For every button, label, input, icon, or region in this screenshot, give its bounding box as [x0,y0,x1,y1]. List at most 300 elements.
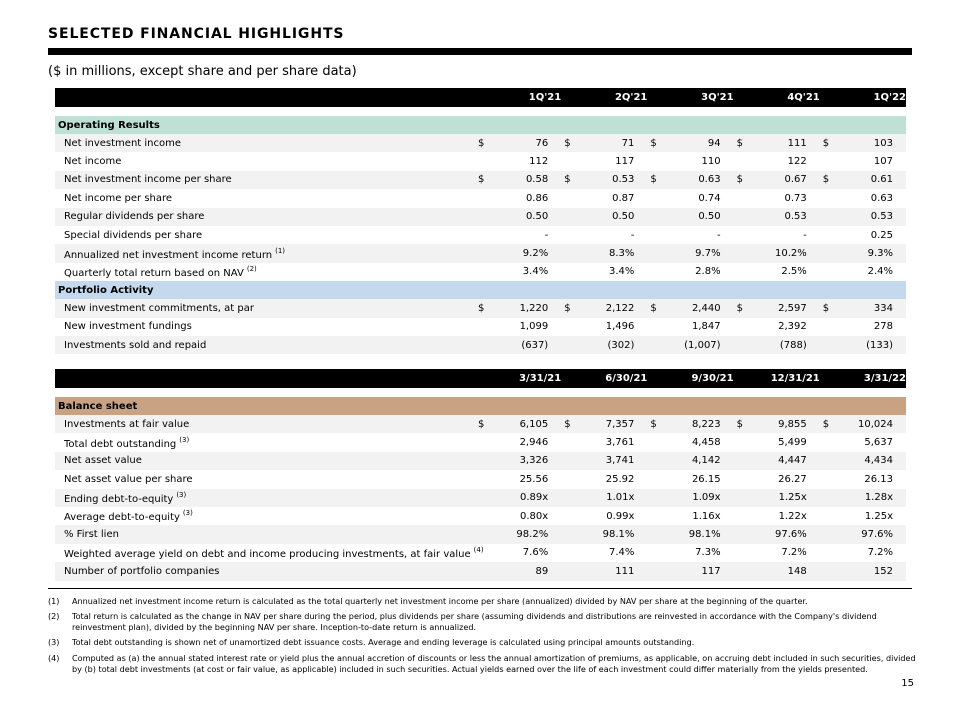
row-label-text: Investments at fair value [64,418,190,430]
column-header: 3Q'21 [663,88,733,107]
currency-cell [820,263,836,281]
page-number: 15 [901,678,914,689]
value-cell: 25.92 [605,473,635,485]
value-cell: 1.28x [836,489,906,507]
row-label [55,189,475,207]
value-cell: 2.4% [867,266,893,278]
value-cell: 1,847 [691,321,721,333]
currency-cell [475,507,491,525]
value-cell: 97.6% [836,525,906,543]
currency-cell [820,562,836,580]
currency-cell [561,452,577,470]
value-cell: 4,142 [663,452,733,470]
currency-cell [475,226,491,244]
header-spacer-cell [734,88,750,107]
row-label-text: New investment commitments, at par [64,302,254,314]
table-row [55,208,906,226]
currency-cell [734,244,750,262]
currency-cell [647,452,663,470]
value-cell: 9.7% [663,244,733,262]
currency-cell [647,336,663,354]
currency-cell [647,152,663,170]
currency-cell [475,208,491,226]
currency-cell [475,336,491,354]
footnote-marker: (4) [473,545,484,554]
value-cell: 0.89x [491,489,561,507]
value-cell: 5,499 [778,437,807,449]
value-cell: 112 [529,156,549,168]
footnote-divider [48,588,912,589]
footnote-marker: (1) [275,246,286,255]
value-cell: (302) [577,336,647,354]
value-cell: 117 [663,562,733,580]
currency-cell [820,189,836,207]
currency-cell [475,562,491,580]
header-label-cell [55,369,475,388]
column-header: 2Q'21 [577,88,647,107]
row-label [55,299,475,317]
column-header: 3/31/21 [491,369,561,388]
currency-cell [647,562,663,580]
value-cell: 0.67 [750,171,820,189]
row-label-text: Net income [64,156,122,168]
value-cell: 76 [491,134,561,152]
currency-cell [475,470,491,488]
value-cell: 0.74 [698,192,721,204]
value-cell: 10,024 [836,415,906,433]
currency-cell [734,452,750,470]
row-label [55,415,475,433]
value-cell: 1.16x [692,510,721,522]
column-header-row [55,369,906,388]
value-cell: 0.61 [836,171,906,189]
currency-cell [647,544,663,562]
value-cell: 1,496 [605,321,635,333]
currency-cell [734,318,750,336]
currency-cell [561,189,577,207]
value-cell: 5,637 [864,437,893,449]
header-spacer-cell [734,369,750,388]
value-cell: 25.56 [519,473,549,485]
value-cell: 6,105 [491,415,561,433]
currency-cell [475,452,491,470]
table-row [55,562,906,580]
value-cell: 0.80x [520,510,549,522]
value-cell: 1.01x [577,489,647,507]
currency-cell [734,544,750,562]
currency-cell: $ [647,415,663,433]
column-header-row [55,88,906,107]
footnote-marker: (3) [176,490,187,499]
row-label [55,244,475,262]
value-cell: 9,855 [750,415,820,433]
value-cell: 1.22x [778,510,807,522]
value-cell: 9.3% [836,244,906,262]
row-label [55,171,475,189]
row-label-text: New investment fundings [64,321,192,333]
footnote-1: (1) Annualized net investment income return is calculated as the total quarterly net investment income per share (annualized) divided by NAV per share at the beginning of the quarter. [48,596,808,606]
footnote-3: (3) Total debt outstanding is shown net of unamortized debt issuance costs. Average and ending leverage is calculated using principal amounts outstanding. [48,637,695,647]
currency-cell [647,226,663,244]
currency-cell [734,507,750,525]
table-row [55,171,906,189]
currency-cell: $ [561,415,577,433]
header-spacer-cell [820,369,836,388]
currency-cell [734,226,750,244]
table-row [55,244,906,262]
currency-cell: $ [734,415,750,433]
value-cell: (133) [836,336,906,354]
value-cell: 107 [873,156,893,168]
value-cell: 2.8% [695,266,721,278]
value-cell: 7.4% [608,547,635,559]
value-cell: 9.2% [491,244,561,262]
currency-cell [475,433,491,451]
value-cell: 4,458 [691,437,721,449]
currency-cell [820,452,836,470]
row-label [55,452,475,470]
value-cell: 111 [750,134,820,152]
header-spacer-cell [561,369,577,388]
value-cell: 110 [701,156,721,168]
value-cell: 0.63 [870,192,893,204]
currency-cell [734,470,750,488]
section-header-row [55,397,906,415]
value-cell: 3,326 [491,452,561,470]
value-cell: 0.99x [606,510,635,522]
value-cell: 7.2% [867,547,893,559]
table-row [55,507,906,525]
currency-cell [820,544,836,562]
balance-sheet-table [55,369,906,581]
row-label-text: Annualized net investment income return [64,249,273,261]
column-header: 1Q'21 [491,88,561,107]
value-cell: 2.5% [781,266,807,278]
currency-cell [647,507,663,525]
currency-cell [647,489,663,507]
value-cell: (788) [750,336,820,354]
table-row [55,226,906,244]
currency-cell [561,562,577,580]
currency-cell [475,525,491,543]
currency-cell: $ [647,171,663,189]
currency-cell: $ [561,134,577,152]
row-label-text: Net income per share [64,192,173,204]
currency-cell [561,525,577,543]
row-label-text: Investments sold and repaid [64,339,207,351]
currency-cell [820,336,836,354]
header-spacer-cell [647,88,663,107]
footnote-marker: (2) [246,264,257,273]
value-cell: 4,447 [750,452,820,470]
row-label [55,525,475,543]
value-cell: 111 [577,562,647,580]
row-label [55,152,475,170]
currency-cell: $ [475,134,491,152]
title-rule [48,48,912,55]
value-cell: 0.87 [612,192,635,204]
currency-cell: $ [734,134,750,152]
currency-cell [561,318,577,336]
value-cell: 3.4% [608,266,635,278]
currency-cell [561,244,577,262]
header-spacer-cell [475,88,491,107]
row-label [55,544,484,562]
currency-cell [734,562,750,580]
currency-cell: $ [647,134,663,152]
value-cell: 26.15 [691,473,721,485]
header-spacer-cell [475,369,491,388]
currency-cell [561,152,577,170]
page-title: SELECTED FINANCIAL HIGHLIGHTS [48,26,345,42]
column-header: 4Q'21 [750,88,820,107]
currency-cell [734,489,750,507]
value-cell: 0.58 [491,171,561,189]
currency-cell [647,244,663,262]
value-cell: (1,007) [663,336,733,354]
row-label [55,263,475,281]
value-cell: 8.3% [577,244,647,262]
row-label [55,507,475,525]
currency-cell: $ [734,299,750,317]
value-cell: 0.53 [836,208,906,226]
row-label [55,134,475,152]
value-cell: 0.53 [577,171,647,189]
currency-cell: $ [475,299,491,317]
value-cell: - [544,229,549,241]
currency-cell [475,189,491,207]
value-cell: 103 [836,134,906,152]
row-label [55,318,475,336]
currency-cell [475,244,491,262]
value-cell: 3.4% [522,266,549,278]
currency-cell: $ [820,171,836,189]
value-cell: 1.25x [750,489,820,507]
row-label-text: % First lien [64,529,119,541]
row-label-text: Net asset value [64,455,142,467]
value-cell: 1,099 [519,321,549,333]
table-row [55,452,906,470]
value-cell: 2,440 [663,299,733,317]
value-cell: 0.50 [577,208,647,226]
value-cell: 148 [750,562,820,580]
value-cell: 98.2% [491,525,561,543]
currency-cell [561,263,577,281]
column-header: 9/30/21 [663,369,733,388]
currency-cell [561,226,577,244]
currency-cell: $ [734,171,750,189]
row-label [55,433,475,451]
quarterly-highlights-table [55,88,906,354]
currency-cell [820,507,836,525]
currency-cell [734,263,750,281]
spacer-row [55,107,906,116]
currency-cell: $ [820,415,836,433]
spacer-cell [55,388,906,397]
currency-cell [475,152,491,170]
table-row [55,415,906,433]
currency-cell [561,336,577,354]
value-cell: 71 [577,134,647,152]
table-row [55,433,906,451]
column-header: 1Q'22 [836,88,906,107]
row-label [55,489,475,507]
currency-cell: $ [820,299,836,317]
table-row [55,525,906,543]
spacer-cell [55,107,906,116]
value-cell: 98.1% [663,525,733,543]
value-cell: 0.63 [663,171,733,189]
value-cell: 0.50 [663,208,733,226]
table-row [55,134,906,152]
table-row [55,544,906,562]
currency-cell: $ [647,299,663,317]
currency-cell [475,318,491,336]
value-cell: 2,392 [778,321,807,333]
currency-cell: $ [561,299,577,317]
page-subtitle: ($ in millions, except share and per share data) [48,64,357,79]
table-row [55,336,906,354]
value-cell: 89 [491,562,561,580]
footnote-4: (4) Computed as (a) the annual stated interest rate or yield plus the annual accretion of discounts or less the annual amortization of premiums, as applicable, on accruing debt included in such securities, divided by (b) total debt investments (at cost or fair value, as applicable) included in such securities. Actual yields earned over the life of each investment could differ materially from the yields presented. [48,653,916,674]
row-label [55,226,475,244]
value-cell: 278 [873,321,893,333]
currency-cell [647,208,663,226]
table-row [55,152,906,170]
value-cell: 0.53 [750,208,820,226]
row-label-text: Quarterly total return based on NAV [64,267,244,279]
currency-cell [820,525,836,543]
table-row [55,189,906,207]
column-header: 12/31/21 [750,369,820,388]
value-cell: 7.3% [695,547,721,559]
value-cell: 98.1% [577,525,647,543]
currency-cell [734,336,750,354]
currency-cell [734,525,750,543]
value-cell: - [716,229,721,241]
value-cell: 3,741 [577,452,647,470]
value-cell: 4,434 [836,452,906,470]
row-label [55,470,475,488]
currency-cell [647,318,663,336]
value-cell: 7.6% [522,547,549,559]
currency-cell [820,226,836,244]
currency-cell: $ [820,134,836,152]
currency-cell [734,152,750,170]
currency-cell [820,489,836,507]
currency-cell [820,244,836,262]
currency-cell [561,489,577,507]
currency-cell: $ [475,415,491,433]
row-label-text: Ending debt-to-equity [64,493,174,505]
currency-cell [647,525,663,543]
currency-cell [647,470,663,488]
section-title: Balance sheet [55,397,906,415]
currency-cell [561,544,577,562]
footnote-marker: (3) [179,435,190,444]
currency-cell [647,433,663,451]
row-label-text: Regular dividends per share [64,211,205,223]
header-spacer-cell [647,369,663,388]
value-cell: 152 [836,562,906,580]
value-cell: 10.2% [750,244,820,262]
row-label-text: Number of portfolio companies [64,565,220,577]
currency-cell [820,470,836,488]
currency-cell [561,507,577,525]
value-cell: 26.27 [778,473,807,485]
value-cell: 0.86 [525,192,549,204]
table-row [55,470,906,488]
currency-cell: $ [475,171,491,189]
row-label-text: Net investment income [64,137,182,149]
row-label [55,336,475,354]
currency-cell [475,263,491,281]
currency-cell [647,263,663,281]
table-row [55,318,906,336]
value-cell: 7.2% [781,547,807,559]
currency-cell: $ [561,171,577,189]
section-title: Portfolio Activity [55,281,906,299]
section-header-row [55,116,906,134]
currency-cell [475,489,491,507]
row-label [55,208,475,226]
currency-cell [561,470,577,488]
value-cell: 122 [787,156,807,168]
row-label-text: Weighted average yield on debt and income producing investments, at fair value [64,548,471,560]
value-cell: 1,220 [491,299,561,317]
value-cell: 3,761 [605,437,635,449]
value-cell: 1.25x [864,510,893,522]
row-label-text: Total debt outstanding [64,438,177,450]
value-cell: 2,597 [750,299,820,317]
value-cell: 8,223 [663,415,733,433]
value-cell: 334 [836,299,906,317]
currency-cell [820,152,836,170]
table-row [55,263,906,281]
value-cell: 26.13 [864,473,893,485]
value-cell: - [630,229,635,241]
value-cell: 1.09x [663,489,733,507]
footnote-2: (2) Total return is calculated as the change in NAV per share during the period, plus dividends per share (assuming dividends and distributions are reinvested in accordance with the Company's dividend reinvestment plan), divided by the beginning NAV per share. Inception-to-date return is annualized. [48,611,877,632]
row-label-text: Net investment income per share [64,174,232,186]
currency-cell [820,208,836,226]
spacer-row [55,388,906,397]
value-cell: 7,357 [577,415,647,433]
row-label-text: Special dividends per share [64,229,203,241]
currency-cell [734,189,750,207]
currency-cell [647,189,663,207]
table-row [55,489,906,507]
row-label [55,562,475,580]
currency-cell [734,433,750,451]
header-label-cell [55,88,475,107]
column-header: 3/31/22 [836,369,906,388]
column-header: 6/30/21 [577,369,647,388]
value-cell: 97.6% [750,525,820,543]
header-spacer-cell [820,88,836,107]
currency-cell [820,318,836,336]
value-cell: (637) [491,336,561,354]
value-cell: 2,122 [577,299,647,317]
value-cell: 94 [663,134,733,152]
value-cell: 2,946 [519,437,549,449]
currency-cell [734,208,750,226]
table-row [55,299,906,317]
currency-cell [820,433,836,451]
row-label-text: Net asset value per share [64,473,193,485]
header-spacer-cell [561,88,577,107]
currency-cell [561,208,577,226]
